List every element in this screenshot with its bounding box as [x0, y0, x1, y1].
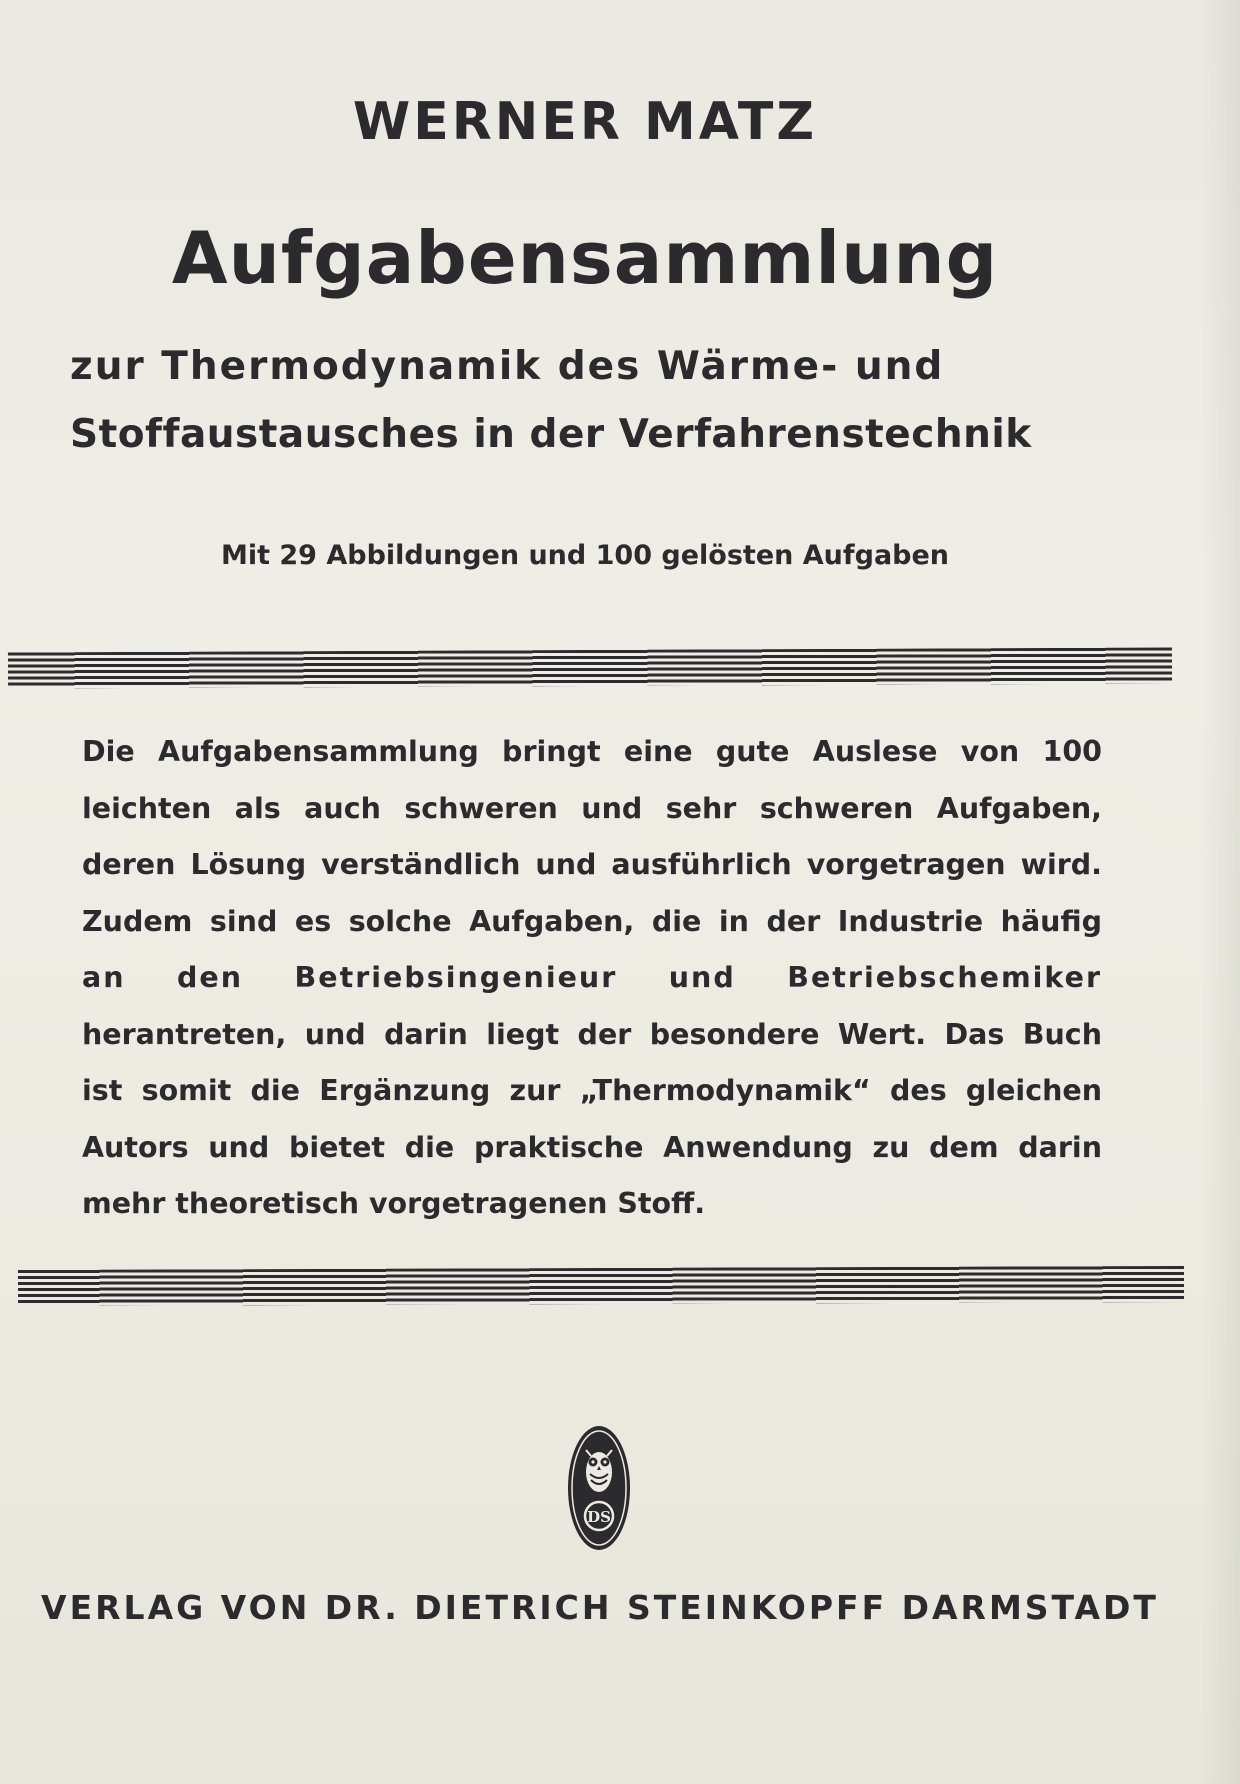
- blurb-line-1: Die Aufgabensammlung bringt eine gute Auslese von 100: [82, 735, 1102, 768]
- page-edge-shadow: [1200, 0, 1240, 1784]
- bottom-rule-divider: [18, 1266, 1184, 1306]
- blurb-line-3: deren Lösung verständlich und ausführlich vorgetragen wird.: [82, 848, 1102, 881]
- publisher-imprint: VERLAG VON DR. DIETRICH STEINKOPFF DARMSTADT: [41, 1588, 1159, 1627]
- author-name: WERNER MATZ: [352, 92, 818, 152]
- subtitle-line-2: Stoffaustausches in der Verfahrenstechnik: [70, 412, 1032, 457]
- blurb-line-5: an den Betriebsingenieur und Betriebschemiker: [82, 961, 1102, 994]
- blurb-line-6: herantreten, und darin liegt der besondere Wert. Das Buch: [82, 1017, 1102, 1051]
- book-title: Aufgabensammlung: [171, 216, 999, 300]
- blurb-line-8: Autors und bietet die praktische Anwendung zu dem darin: [82, 1130, 1102, 1164]
- subtitle-line-1: zur Thermodynamik des Wärme- und: [70, 344, 945, 389]
- blurb-paragraph: [82, 735, 1102, 1244]
- illustrations-note: Mit 29 Abbildungen und 100 gelösten Aufgaben: [220, 540, 950, 571]
- publisher-owl-logo-icon: [566, 1424, 632, 1552]
- top-rule-divider: [8, 647, 1172, 688]
- blurb-line-9: mehr theoretisch vorgetragenen Stoff.: [82, 1187, 706, 1220]
- svg-text:DS: DS: [587, 1508, 611, 1526]
- blurb-line-7: ist somit die Ergänzung zur „Thermodynamik“ des gleichen: [82, 1074, 1102, 1107]
- blurb-line-2: leichten als auch schweren und sehr schweren Aufgaben,: [82, 791, 1102, 825]
- blurb-line-4: Zudem sind es solche Aufgaben, die in der Industrie häufig: [82, 904, 1102, 938]
